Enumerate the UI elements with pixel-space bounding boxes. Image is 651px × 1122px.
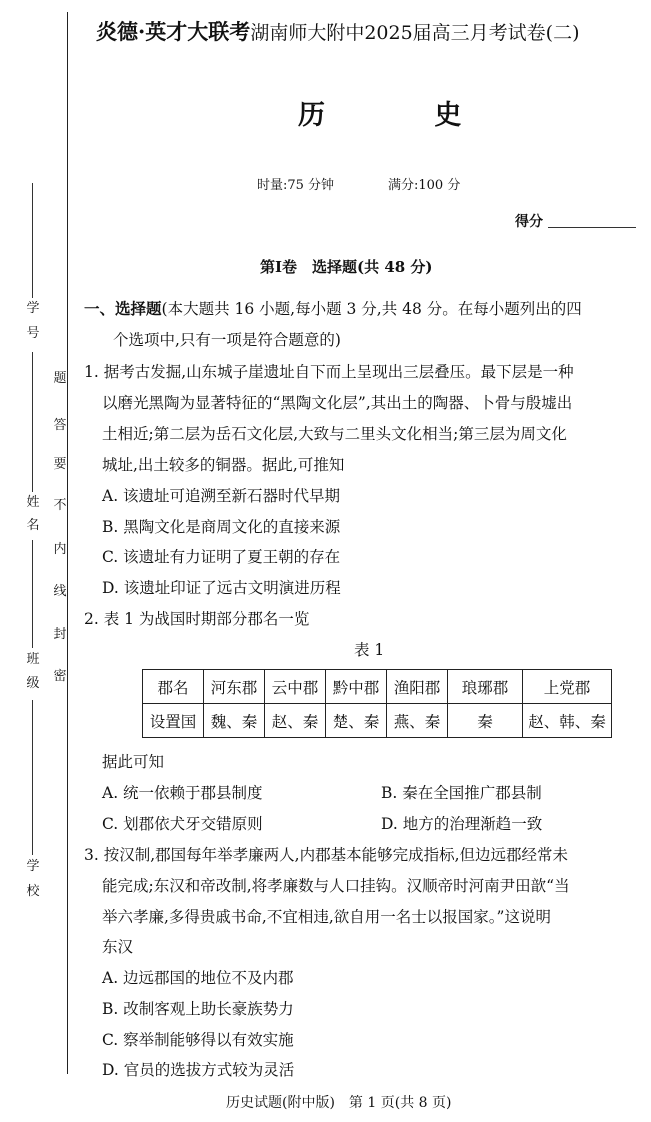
xingming-char-2: 名 (26, 518, 40, 533)
seal-char: 密 (53, 669, 67, 684)
seal-char: 内 (53, 542, 67, 557)
q1-option-c: C. 该遗址有力证明了夏王朝的存在 (102, 548, 341, 566)
seal-char: 不 (53, 498, 67, 513)
seal-char: 题 (53, 371, 67, 386)
table-cell: 黔中郡 (326, 670, 387, 704)
section-title: 第Ⅰ卷 选择题(共 48 分) (260, 258, 433, 276)
q3-option-a: A. 边远郡国的地位不及内郡 (102, 969, 294, 987)
q1-stem-line: 城址,出土较多的铜器。据此,可推知 (102, 456, 345, 474)
q1-stem-line: 1. 据考古发掘,山东城子崖遗址自下而上呈现出三层叠压。最下层是一种 (84, 363, 574, 381)
xuehao-char-2: 号 (26, 326, 40, 341)
xingming-line (32, 352, 33, 492)
table-cell: 郡名 (143, 670, 204, 704)
seal-char: 线 (53, 584, 67, 599)
intro-instructions: (本大题共 16 小题,每小题 3 分,共 48 分。在每小题列出的四 (161, 300, 582, 318)
intro-line-1 (84, 299, 582, 319)
q1-option-a: A. 该遗址可追溯至新石器时代早期 (102, 487, 341, 505)
banji-char-2: 级 (26, 676, 40, 691)
q2-option-c: C. 划郡依犬牙交错原则 (102, 815, 263, 833)
table-cell: 赵、韩、秦 (523, 704, 612, 738)
q1-stem-line: 以磨光黑陶为显著特征的“黑陶文化层”,其出土的陶器、卜骨与殷墟出 (102, 394, 573, 412)
intro-line-2: 个选项中,只有一项是符合题意的) (113, 331, 341, 349)
table-cell: 燕、秦 (387, 704, 448, 738)
banji-line (32, 540, 33, 648)
seal-char: 要 (53, 457, 67, 472)
q1-option-b: B. 黑陶文化是商周文化的直接来源 (102, 518, 341, 536)
table-cell: 设置国 (143, 704, 204, 738)
binding-line (67, 12, 68, 1074)
table-row (143, 670, 612, 704)
exam-header (96, 16, 580, 46)
xuexiao-line (32, 700, 33, 855)
q3-option-b: B. 改制客观上助长豪族势力 (102, 1000, 294, 1018)
q1-stem-line: 土相近;第二层为岳石文化层,大致与二里头文化相当;第三层为周文化 (102, 425, 567, 443)
table-cell: 渔阳郡 (387, 670, 448, 704)
xingming-char-1: 姓 (26, 495, 40, 510)
q2-option-b: B. 秦在全国推广郡县制 (381, 784, 542, 802)
table-cell: 琅琊郡 (448, 670, 523, 704)
q2-option-a: A. 统一依赖于郡县制度 (102, 784, 263, 802)
xuexiao-char-1: 学 (26, 859, 40, 874)
q3-stem-line: 东汉 (102, 938, 134, 956)
page-footer: 历史试题(附中版) 第 1 页(共 8 页) (226, 1095, 452, 1111)
table-cell: 楚、秦 (326, 704, 387, 738)
score-label: 得分 (515, 214, 543, 230)
table-cell: 赵、秦 (265, 704, 326, 738)
xuexiao-char-2: 校 (26, 884, 40, 899)
banji-char-1: 班 (26, 652, 40, 667)
full-score: 满分:100 分 (388, 178, 461, 193)
q2-lead: 据此可知 (102, 753, 165, 771)
score-blank[interactable] (548, 227, 636, 228)
q3-option-d: D. 官员的选拔方式较为灵活 (102, 1061, 295, 1079)
q2-option-d: D. 地方的治理渐趋一致 (381, 815, 543, 833)
q3-stem-line: 3. 按汉制,郡国每年举孝廉两人,内郡基本能够完成指标,但边远郡经常未 (84, 846, 568, 864)
table-row (143, 704, 612, 738)
exam-name: 湖南师大附中2025届高三月考试卷(二) (250, 22, 580, 44)
brand-name: 炎德·英才大联考 (96, 19, 251, 44)
q3-option-c: C. 察举制能够得以有效实施 (102, 1031, 294, 1049)
table-cell: 河东郡 (204, 670, 265, 704)
page-title-text: 历 史 (298, 100, 512, 131)
q3-stem-line: 能完成;东汉和帝改制,将孝廉数与人口挂钩。汉顺帝时河南尹田歆“当 (102, 877, 570, 895)
q1-option-d: D. 该遗址印证了远古文明演进历程 (102, 579, 341, 597)
table-caption: 表 1 (354, 641, 385, 659)
q3-stem-line: 举六孝廉,多得贵戚书命,不宜相违,欲自用一名士以报国家。”这说明 (102, 908, 551, 926)
table-cell: 秦 (448, 704, 523, 738)
q2-stem: 2. 表 1 为战国时期部分郡名一览 (84, 610, 310, 628)
xuehao-line (32, 183, 33, 298)
table-cell: 魏、秦 (204, 704, 265, 738)
intro-heading: 一、选择题 (84, 299, 162, 318)
table-cell: 上党郡 (523, 670, 612, 704)
seal-char: 答 (53, 418, 67, 433)
page-title (298, 93, 511, 132)
seal-char: 封 (53, 627, 67, 642)
xuehao-char-1: 学 (26, 301, 40, 316)
time-limit: 时量:75 分钟 (257, 178, 335, 193)
table-cell: 云中郡 (265, 670, 326, 704)
commandery-table (142, 669, 612, 738)
